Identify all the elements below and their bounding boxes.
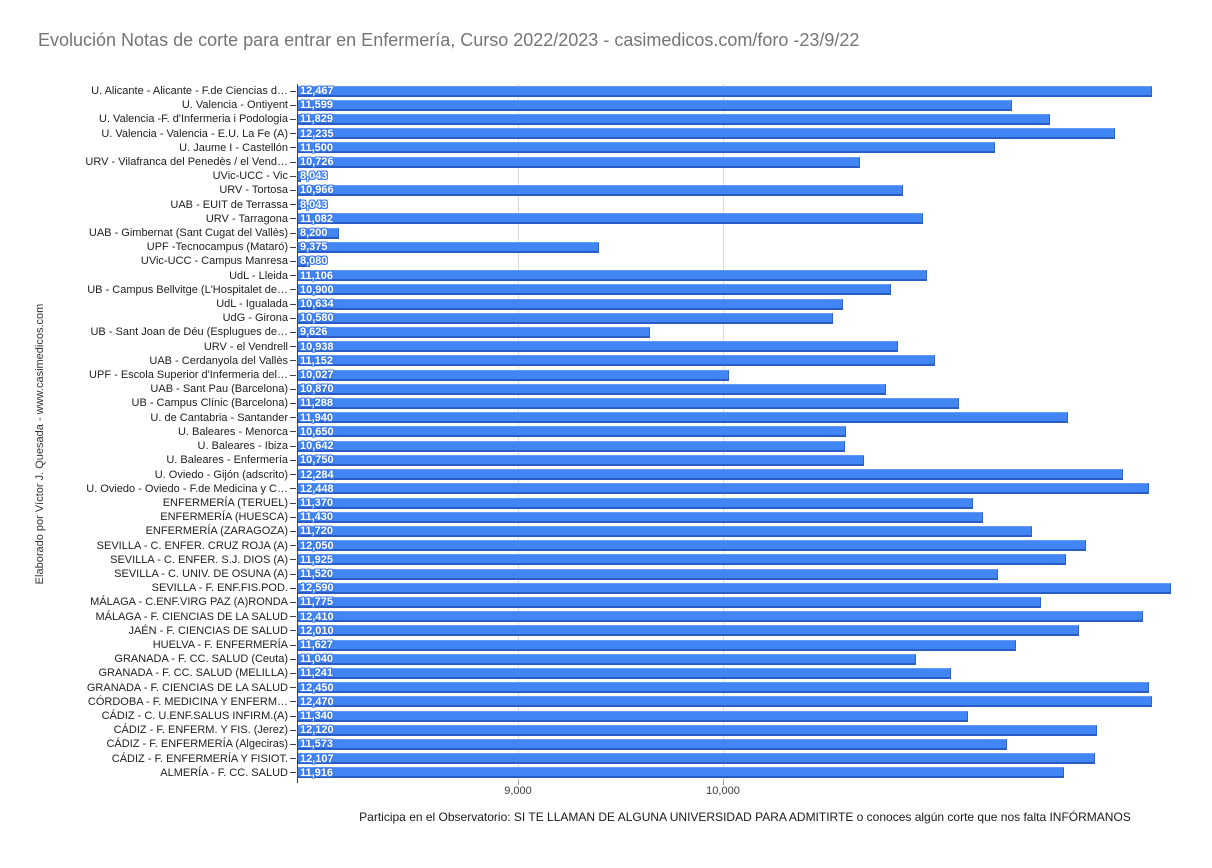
x-axis-label-10000: 10,000	[706, 785, 740, 797]
category-label: ENFERMERÍA (ZARAGOZA)	[145, 525, 288, 538]
category-label: CÁDIZ - F. ENFERMERÍA Y FISIOT.	[111, 752, 288, 765]
bar[interactable]	[298, 341, 898, 352]
bar-row	[205, 212, 1193, 226]
category-label: UAB - EUIT de Terrassa	[170, 198, 288, 211]
category-tick	[290, 531, 296, 532]
bar-value-label: 10,580	[300, 312, 334, 325]
category-label: UB - Campus Clínic (Barcelona)	[131, 397, 288, 410]
bar[interactable]	[298, 526, 1032, 537]
bar-value-label: 12,450	[300, 681, 334, 694]
category-tick	[290, 673, 296, 674]
category-label: GRANADA - F. CIENCIAS DE LA SALUD	[86, 681, 288, 694]
category-label: JAÉN - F. CIENCIAS DE SALUD	[128, 624, 288, 637]
category-label: UdL - Igualada	[216, 298, 288, 311]
category-label: U. Baleares - Menorca	[177, 425, 288, 438]
bar-value-label: 11,520	[300, 567, 334, 580]
bar-value-label: 10,900	[300, 283, 334, 296]
category-tick	[290, 147, 296, 148]
bar-value-label: 12,448	[300, 482, 334, 495]
bar[interactable]	[298, 767, 1064, 778]
bar[interactable]	[298, 640, 1016, 651]
category-tick	[290, 289, 296, 290]
bar-value-label: 8,200	[300, 227, 328, 240]
bar[interactable]	[298, 242, 599, 253]
bar[interactable]	[298, 611, 1143, 622]
category-tick	[290, 545, 296, 546]
category-tick	[290, 275, 296, 276]
category-tick	[290, 162, 296, 163]
bar-value-label: 12,284	[300, 468, 334, 481]
bar-row	[113, 723, 1193, 737]
bar-value-label: 11,573	[300, 738, 334, 751]
bar-row	[114, 567, 1193, 581]
bar-value-label: 11,241	[300, 667, 334, 680]
bar[interactable]	[298, 569, 998, 580]
category-tick	[290, 758, 296, 759]
bar-row	[91, 84, 1193, 98]
category-label: U. Valencia - Valencia - E.U. La Fe (A)	[101, 127, 288, 140]
bar-value-label: 11,925	[300, 553, 334, 566]
bar-row	[179, 141, 1193, 155]
bar-row	[89, 368, 1193, 382]
bar[interactable]	[298, 498, 973, 509]
bar-value-label: 10,870	[300, 383, 334, 396]
bar[interactable]	[298, 583, 1171, 594]
bar-row	[166, 453, 1193, 467]
category-label: MÁLAGA - C.ENF.VIRG PAZ (A)RONDA	[90, 596, 288, 609]
category-tick	[290, 346, 296, 347]
bar-value-label: 10,938	[300, 340, 334, 353]
category-tick	[290, 389, 296, 390]
category-label: UdL - Lleida	[229, 269, 288, 282]
bar-row	[212, 169, 1193, 183]
bar-row	[90, 595, 1193, 609]
category-label: U. Alicante - Alicante - F.de Ciencias d…	[91, 85, 288, 97]
bar[interactable]	[298, 426, 846, 437]
bar[interactable]	[298, 512, 983, 523]
category-tick	[290, 488, 296, 489]
bar-row	[203, 340, 1193, 354]
bar-value-label: 12,590	[300, 582, 334, 595]
bar-value-label: 9,626	[300, 326, 328, 339]
bar[interactable]	[298, 654, 916, 665]
bar[interactable]	[298, 441, 845, 452]
bar-value-label: 12,120	[300, 724, 334, 737]
category-tick	[290, 190, 296, 191]
category-tick	[290, 247, 296, 248]
bar[interactable]	[298, 86, 1152, 97]
bar-row	[150, 382, 1193, 396]
bar-row	[111, 752, 1193, 766]
category-label: UB - Sant Joan de Déu (Esplugues de…	[90, 326, 288, 339]
bar[interactable]	[298, 100, 1012, 111]
category-label: MÁLAGA - F. CIENCIAS DE LA SALUD	[95, 610, 288, 623]
category-label: UVic-UCC - Campus Manresa	[140, 255, 288, 268]
category-tick	[290, 261, 296, 262]
bar-row	[150, 411, 1193, 425]
bar[interactable]	[298, 384, 886, 395]
category-label: U. Jaume I - Castellón	[179, 141, 288, 154]
category-label: URV - Tortosa	[219, 184, 288, 197]
category-tick	[290, 701, 296, 702]
category-tick	[290, 574, 296, 575]
category-label: U. Oviedo - Oviedo - F.de Medicina y C…	[86, 482, 288, 495]
bar-row	[229, 269, 1193, 283]
bar-row	[140, 254, 1193, 268]
bar[interactable]	[298, 668, 951, 679]
bar-value-label: 12,107	[300, 752, 334, 765]
bar-value-label: 12,467	[300, 85, 334, 97]
chart-title: Evolución Notas de corte para entrar en Enfermería, Curso 2022/2023 - casimedicos.com/foro -23/9/22	[38, 30, 860, 50]
bar[interactable]	[298, 114, 1050, 125]
bar-row	[197, 439, 1193, 453]
category-label: U. Baleares - Ibiza	[197, 440, 288, 453]
bar-row	[145, 524, 1193, 538]
bar-row	[101, 127, 1193, 141]
bar-value-label: 11,940	[300, 411, 334, 424]
bar-value-label: 10,027	[300, 369, 334, 382]
category-label: SEVILLA - C. ENFER. CRUZ ROJA (A)	[96, 539, 288, 552]
category-tick	[290, 304, 296, 305]
category-tick	[290, 375, 296, 376]
bar-value-label: 11,916	[300, 766, 334, 779]
category-tick	[290, 91, 296, 92]
category-tick	[290, 474, 296, 475]
category-tick	[290, 133, 296, 134]
bar-value-label: 11,720	[300, 525, 334, 538]
bar-row	[128, 624, 1193, 638]
bar[interactable]	[298, 739, 1007, 750]
bar[interactable]	[298, 540, 1086, 551]
bar-row	[160, 510, 1193, 524]
bar[interactable]	[298, 370, 729, 381]
category-label: UPF - Escola Superior d'Infermeria del…	[89, 369, 288, 382]
category-tick	[290, 716, 296, 717]
bar-row	[146, 240, 1193, 254]
category-label: U. Baleares - Enfermería	[166, 454, 288, 467]
bar-row	[96, 539, 1193, 553]
bar-value-label: 11,599	[300, 99, 334, 112]
bar-value-label: 11,627	[300, 638, 334, 651]
bar[interactable]	[298, 412, 1068, 423]
category-tick	[290, 204, 296, 205]
bar[interactable]	[298, 625, 1079, 636]
bar-value-label: 8,080	[300, 255, 328, 268]
category-tick	[290, 119, 296, 120]
category-axis-line	[297, 84, 298, 783]
category-label: URV - el Vendrell	[203, 340, 288, 353]
bar-value-label: 10,642	[300, 440, 334, 453]
bar-value-label: 10,966	[300, 184, 334, 197]
bar[interactable]	[298, 753, 1095, 764]
bar[interactable]	[298, 554, 1066, 565]
category-tick	[290, 616, 296, 617]
category-tick	[290, 588, 296, 589]
bar[interactable]	[298, 284, 891, 295]
category-tick	[290, 659, 296, 660]
bar-value-label: 11,106	[300, 269, 334, 282]
bar-value-label: 11,040	[300, 653, 334, 666]
category-tick	[290, 602, 296, 603]
credit-vertical-text: Elaborado por Víctor J. Quesada - www.casimedicos.com	[34, 303, 46, 585]
bar-row	[95, 610, 1193, 624]
bar-value-label: 12,235	[300, 127, 334, 140]
category-label: UPF -Tecnocampus (Mataró)	[146, 241, 288, 254]
bar-row	[110, 553, 1193, 567]
category-tick	[290, 517, 296, 518]
bar-row	[216, 297, 1193, 311]
bar-value-label: 12,470	[300, 695, 334, 708]
category-label: UAB - Gimbernat (Sant Cugat del Vallès)	[88, 227, 288, 240]
bar-value-label: 10,634	[300, 298, 334, 311]
bar-row	[151, 581, 1193, 595]
bar-row	[131, 396, 1193, 410]
bar-value-label: 12,050	[300, 539, 334, 552]
category-tick	[290, 446, 296, 447]
bar-row	[162, 496, 1193, 510]
bar-value-label: 11,370	[300, 496, 334, 509]
category-tick	[290, 503, 296, 504]
bar[interactable]	[298, 469, 1123, 480]
bar[interactable]	[298, 213, 923, 224]
category-tick	[290, 460, 296, 461]
category-label: URV - Tarragona	[205, 212, 288, 225]
category-label: CÁDIZ - F. ENFERM. Y FIS. (Jerez)	[113, 724, 288, 737]
category-tick	[290, 730, 296, 731]
bar-value-label: 11,082	[300, 212, 334, 225]
category-label: CÁDIZ - C. U.ENF.SALUS INFIRM.(A)	[101, 709, 288, 722]
bar-row	[86, 681, 1193, 695]
category-label: HUELVA - F. ENFERMERÍA	[152, 638, 288, 651]
category-label: UdG - Girona	[222, 312, 288, 325]
bar-value-label: 11,152	[300, 354, 334, 367]
category-tick	[290, 559, 296, 560]
bar-row	[106, 737, 1193, 751]
category-tick	[290, 744, 296, 745]
bar-value-label: 8,043	[300, 198, 328, 211]
category-label: ENFERMERÍA (HUESCA)	[160, 511, 288, 524]
bar[interactable]	[298, 270, 927, 281]
bar-value-label: 12,410	[300, 610, 334, 623]
bar-row	[160, 766, 1193, 780]
bar[interactable]	[298, 483, 1149, 494]
bar-value-label: 11,829	[300, 113, 334, 126]
bar-row	[98, 666, 1193, 680]
category-label: ALMERÍA - F. CC. SALUD	[160, 766, 288, 779]
category-label: U. de Cantabria - Santander	[150, 411, 288, 424]
category-label: UAB - Cerdanyola del Vallès	[149, 354, 288, 367]
category-tick	[290, 687, 296, 688]
bar[interactable]	[298, 128, 1115, 139]
category-tick	[290, 105, 296, 106]
bar[interactable]	[298, 696, 1152, 707]
bar-row	[88, 226, 1193, 240]
category-label: SEVILLA - C. ENFER. S.J. DIOS (A)	[110, 553, 288, 566]
bar-row	[87, 695, 1193, 709]
bar-value-label: 11,500	[300, 141, 334, 154]
footer-call-to-action: Participa en el Observatorio: SI TE LLAMAN DE ALGUNA UNIVERSIDAD PARA ADMITIRTE o conoces algún corte que nos falta INFÓRMANOS	[359, 810, 1131, 824]
bar[interactable]	[298, 398, 959, 409]
bar-row	[222, 311, 1193, 325]
bar-value-label: 10,726	[300, 156, 334, 169]
bar-row	[114, 652, 1193, 666]
bar[interactable]	[298, 355, 935, 366]
bar-row	[154, 468, 1193, 482]
x-axis-label-9000: 9,000	[504, 785, 532, 797]
category-tick	[290, 417, 296, 418]
category-tick	[290, 630, 296, 631]
bar[interactable]	[298, 299, 843, 310]
bar-value-label: 11,775	[300, 596, 334, 609]
plot-area	[85, 84, 1193, 797]
bar-value-label: 10,750	[300, 454, 334, 467]
bar-row	[101, 709, 1193, 723]
bar-value-label: 11,288	[300, 397, 334, 410]
bar-row	[90, 325, 1193, 339]
bar-row	[87, 283, 1193, 297]
category-tick	[290, 233, 296, 234]
category-label: GRANADA - F. CC. SALUD (Ceuta)	[114, 653, 288, 666]
bar-row	[99, 112, 1193, 126]
category-label: GRANADA - F. CC. SALUD (MELILLA)	[98, 667, 288, 680]
bar[interactable]	[298, 725, 1097, 736]
bar-value-label: 9,375	[300, 241, 328, 254]
bar-row	[85, 155, 1193, 169]
category-tick	[290, 176, 296, 177]
bar[interactable]	[298, 142, 995, 153]
bars-group	[85, 84, 1193, 780]
category-label: UVic-UCC - Vic	[212, 170, 288, 183]
bar-row	[152, 638, 1193, 652]
bar[interactable]	[298, 455, 864, 466]
bar-value-label: 12,010	[300, 624, 334, 637]
category-label: U. Oviedo - Gijón (adscrito)	[154, 468, 288, 481]
category-label: U. Valencia -F. d'Infermeria i Podologia	[99, 113, 288, 126]
bar-value-label: 11,430	[300, 511, 334, 524]
category-tick	[290, 318, 296, 319]
bar[interactable]	[298, 682, 1149, 693]
bar-row	[86, 482, 1193, 496]
bar[interactable]	[298, 711, 968, 722]
bar[interactable]	[298, 313, 833, 324]
category-tick	[290, 360, 296, 361]
bar[interactable]	[298, 185, 903, 196]
category-label: UB - Campus Bellvitge (L'Hospitalet de…	[87, 283, 288, 296]
bar[interactable]	[298, 327, 650, 338]
bar-row	[219, 183, 1193, 197]
category-tick	[290, 403, 296, 404]
bar-row	[177, 425, 1193, 439]
bar-row	[149, 354, 1193, 368]
bar-value-label: 8,043	[300, 170, 328, 183]
bar[interactable]	[298, 597, 1041, 608]
category-label: CÓRDOBA - F. MEDICINA Y ENFERM…	[87, 695, 288, 708]
category-label: URV - Vilafranca del Penedès / el Vend…	[85, 156, 288, 169]
category-label: SEVILLA - F. ENF.FIS.POD.	[151, 582, 288, 595]
bar-value-label: 11,340	[300, 709, 334, 722]
bar-row	[181, 98, 1193, 112]
bar-row	[170, 198, 1193, 212]
category-label: U. Valencia - Ontiyent	[181, 99, 288, 112]
bar[interactable]	[298, 157, 860, 168]
category-tick	[290, 772, 296, 773]
category-tick	[290, 645, 296, 646]
category-label: ENFERMERÍA (TERUEL)	[162, 496, 288, 509]
category-label: SEVILLA - C. UNIV. DE OSUNA (A)	[114, 567, 288, 580]
category-label: CÁDIZ - F. ENFERMERÍA (Algeciras)	[106, 738, 288, 751]
category-tick	[290, 218, 296, 219]
bar-value-label: 10,650	[300, 425, 334, 438]
category-label: UAB - Sant Pau (Barcelona)	[150, 383, 288, 396]
category-tick	[290, 431, 296, 432]
category-tick	[290, 332, 296, 333]
